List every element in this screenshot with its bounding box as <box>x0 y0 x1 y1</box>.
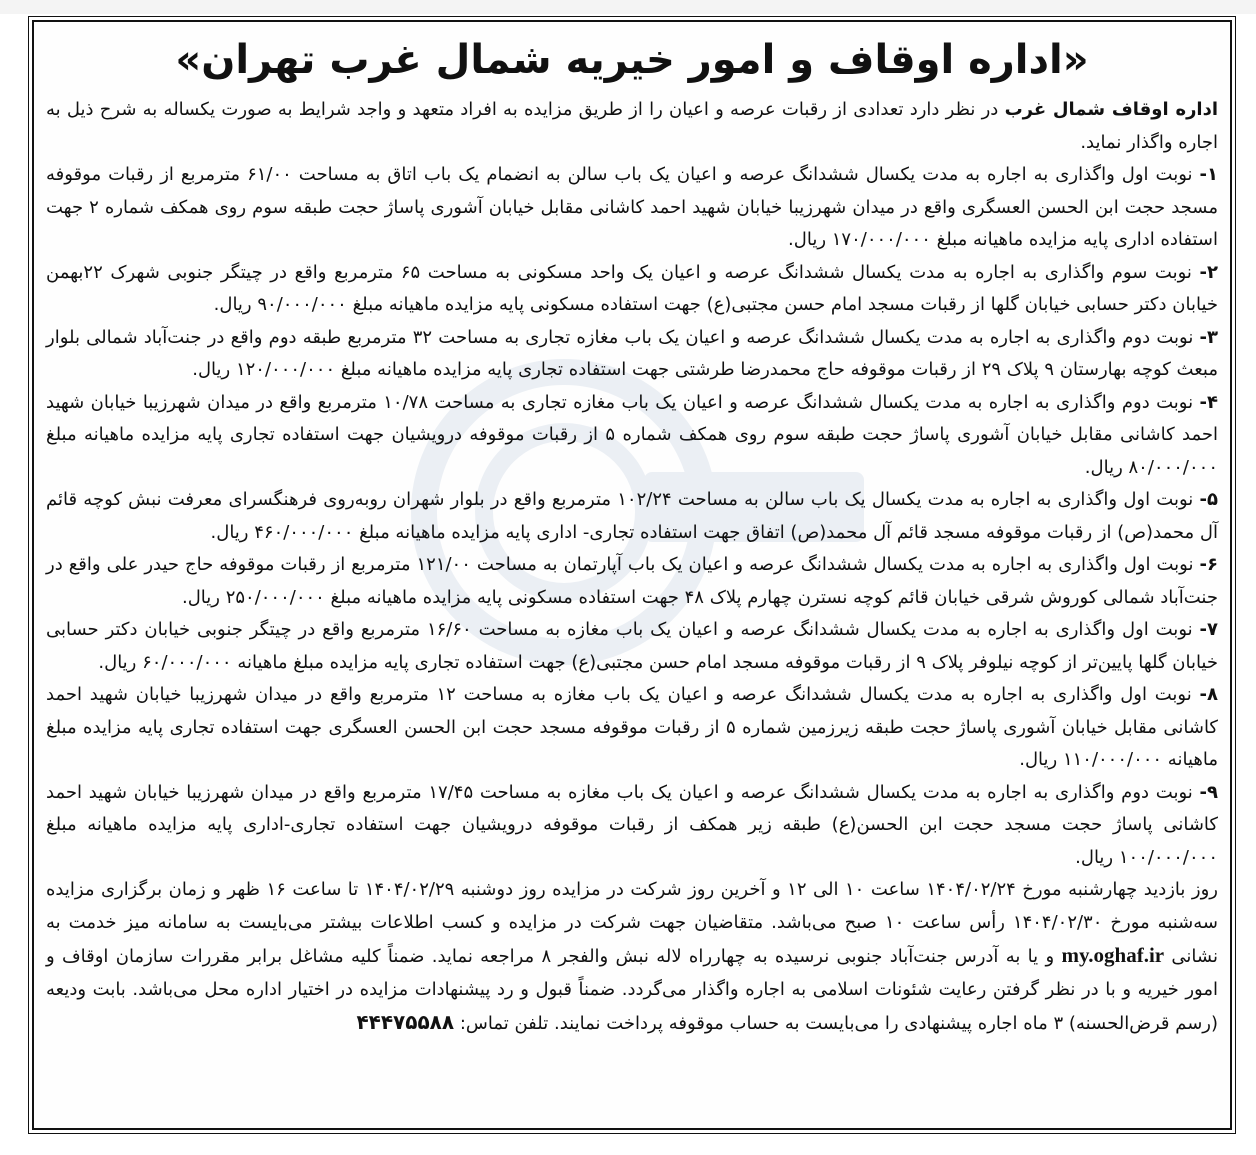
item-text: نوبت اول واگذاری به اجاره به مدت یکسال ششدانگ عرصه و اعیان یک باب مغازه به مساحت ۱۶/۶۰ مترمربع واقع در چیتگر جنوبی خیابان دکتر حسابی خیابان گلها پایین‌تر از کوچه نیلوفر پلاک ۹ از رقبات موقوفه مسجد امام حسن مجتبی(ع) جهت استفاده تجاری پایه مزایده مبلغ ماهیانه ۶۰/۰۰۰/۰۰۰ ریال. <box>46 619 1218 673</box>
item-number: ۷- <box>1199 619 1218 640</box>
item-text: نوبت سوم واگذاری به اجاره به مدت یکسال ششدانگ عرصه و اعیان یک واحد مسکونی به مساحت ۶۵ مترمربع واقع در چیتگر جنوبی شهرک ۲۲بهمن خیابان دکتر حسابی خیابان گلها از رقبات مسجد امام حسن مجتبی(ع) جهت استفاده مسکونی پایه مزایده ماهیانه مبلغ ۹۰/۰۰۰/۰۰۰ ریال. <box>46 261 1218 315</box>
item-number: ۴- <box>1199 391 1218 413</box>
list-item <box>46 159 1218 257</box>
item-text: نوبت دوم واگذاری به اجاره به مدت یکسال ششدانگ عرصه و اعیان یک باب مغازه تجاری به مساحت ۳۲ مترمربع طبقه دوم واقع در جنت‌آباد شمالی بلوار مبعث کوچه بهارستان ۹ پلاک ۲۹ از رقبات موقوفه حاج محمدرضا طرشتی جهت استفاده تجاری پایه مزایده ماهیانه مبلغ ۱۲۰/۰۰۰/۰۰۰ ریال. <box>46 326 1218 380</box>
notice-title: «اداره اوقاف و امور خیریه شمال غرب تهران» <box>175 37 1089 83</box>
list-item <box>46 484 1218 549</box>
phone-number: ۴۴۴۷۵۵۸۸ <box>356 1010 455 1034</box>
item-text: نوبت دوم واگذاری به اجاره به مدت یکسال ششدانگ عرصه و اعیان یک باب مغازه به مساحت ۱۷/۴۵ مترمربع واقع در میدان شهرزیبا خیابان شهید احمد کاشانی پاساژ حجت مسجد حجت ابن الحسن(ع) طبقه زیر همکف از رقبات موقوفه درویشیان جهت استفاده تجاری-اداری پایه مزایده ماهیانه مبلغ ۱۰۰/۰۰۰/۰۰۰ ریال. <box>46 781 1218 868</box>
list-item <box>46 614 1218 679</box>
item-number: ۱- <box>1199 164 1218 185</box>
footer-text-part2: و یا به آدرس جنت‌آباد جنوبی نرسیده به چهارراه لاله نبش والفجر ۸ مراجعه نماید. ضمناً کلیه مشاغل برابر مقررات سازمان اوقاف و امور خیریه و با در نظر گرفتن رعایت شئونات اسلامی به اجاره واگذار می‌گردد. ضمناً قبول و رد پیشنهادات مزایده در اختیار اداره محل می‌باشد. بابت ودیعه (رسم قرض‌الحسنه) ۳ ماه اجاره پیشنهادی را می‌بایست به حساب موقوفه پرداخت نمایند. تلفن تماس: <box>46 946 1218 1034</box>
list-item <box>46 257 1218 322</box>
list-item <box>46 549 1218 614</box>
item-number: ۸- <box>1199 684 1218 705</box>
item-number: ۲- <box>1199 261 1218 283</box>
footer-text-part1: روز بازدید چهارشنبه مورخ ۱۴۰۴/۰۲/۲۴ ساعت ۱۰ الی ۱۲ و آخرین روز شرکت در مزایده روز دوشنبه ۱۴۰۴/۰۲/۲۹ تا ساعت ۱۶ ظهر و زمان برگزاری مزایده سه‌شنبه مورخ ۱۴۰۴/۰۲/۳۰ رأس ساعت ۱۰ صبح می‌باشد. متقاضیان جهت شرکت در مزایده و کسب اطلاعات بیشتر می‌بایست به سامانه میز خدمت به نشانی <box>46 879 1218 967</box>
item-number: ۶- <box>1199 554 1218 575</box>
item-number: ۳- <box>1199 326 1218 348</box>
list-item <box>46 322 1218 387</box>
website-link[interactable]: my.oghaf.ir <box>1061 943 1165 967</box>
notice-frame <box>32 20 1232 1130</box>
item-text: نوبت دوم واگذاری به اجاره به مدت یکسال ششدانگ عرصه و اعیان یک باب مغازه تجاری به مساحت ۱۰/۷۸ مترمربع واقع در میدان شهرزیبا خیابان شهید احمد کاشانی مقابل خیابان آشوری پاساژ حجت طبقه سوم روی همکف شماره ۵ از رقبات موقوفه درویشیان جهت استفاده تجاری پایه مزایده ماهیانه مبلغ ۸۰/۰۰۰/۰۰۰ ریال. <box>46 391 1218 478</box>
item-text: نوبت اول واگذاری به اجاره به مدت یکسال ششدانگ عرصه و اعیان یک باب آپارتمان به مساحت ۱۲۱/۰۰ مترمربع از رقبات موقوفه حاج حیدر علی واقع در جنت‌آباد شمالی کوروش شرقی خیابان قائم کوچه نسترن چهارم پلاک ۴۸ جهت استفاده مسکونی پایه مزایده ماهیانه مبلغ ۲۵۰/۰۰۰/۰۰۰ ریال. <box>46 554 1218 608</box>
intro-paragraph <box>46 94 1218 159</box>
item-text: نوبت اول واگذاری به اجاره به مدت یکسال ششدانگ عرصه و اعیان یک باب سالن به انضمام یک باب اتاق به مساحت ۶۱/۰۰ مترمربع از رقبات موقوفه مسجد حجت ابن الحسن العسگری واقع در میدان شهرزیبا خیابان شهید احمد کاشانی مقابل خیابان آشوری پاساژ حجت طبقه سوم روی همکف شماره ۲ جهت استفاده اداری پایه مزایده ماهیانه مبلغ ۱۷۰/۰۰۰/۰۰۰ ریال. <box>46 164 1218 250</box>
footer-paragraph <box>46 874 1218 1041</box>
intro-text: در نظر دارد تعدادی از رقبات عرصه و اعیان را از طریق مزایده به افراد متعهد و واجد شرایط به صورت یکساله به شرح ذیل به اجاره واگذار نماید. <box>46 99 1218 153</box>
intro-org-name: اداره اوقاف شمال غرب <box>1004 99 1219 120</box>
item-number: ۹- <box>1199 781 1218 803</box>
list-item <box>46 679 1218 777</box>
list-item <box>46 387 1218 485</box>
item-number: ۵- <box>1199 489 1218 510</box>
notice-body <box>46 30 1218 1041</box>
top-edge-strip <box>0 0 1256 14</box>
list-item <box>46 777 1218 875</box>
item-text: نوبت اول واگذاری به اجاره به مدت یکسال ششدانگ عرصه و اعیان یک باب مغازه به مساحت ۱۲ مترمربع واقع در میدان شهرزیبا خیابان شهید احمد کاشانی مقابل خیابان آشوری پاساژ حجت طبقه زیرزمین شماره ۵ از رقبات موقوفه مسجد حجت ابن الحسن العسگری جهت استفاده تجاری پایه مزایده مبلغ ماهیانه ۱۱۰/۰۰۰/۰۰۰ ریال. <box>46 684 1218 770</box>
item-text: نوبت اول واگذاری به اجاره به مدت یکسال یک باب سالن به مساحت ۱۰۲/۲۴ مترمربع واقع در بلوار شهران روبه‌روی فرهنگسرای معرفت نبش کوچه قائم آل محمد(ص) از رقبات موقوفه مسجد قائم آل محمد(ص) اتفاق جهت استفاده تجاری- اداری پایه مزایده ماهیانه مبلغ ۴۶۰/۰۰۰/۰۰۰ ریال. <box>46 489 1218 543</box>
